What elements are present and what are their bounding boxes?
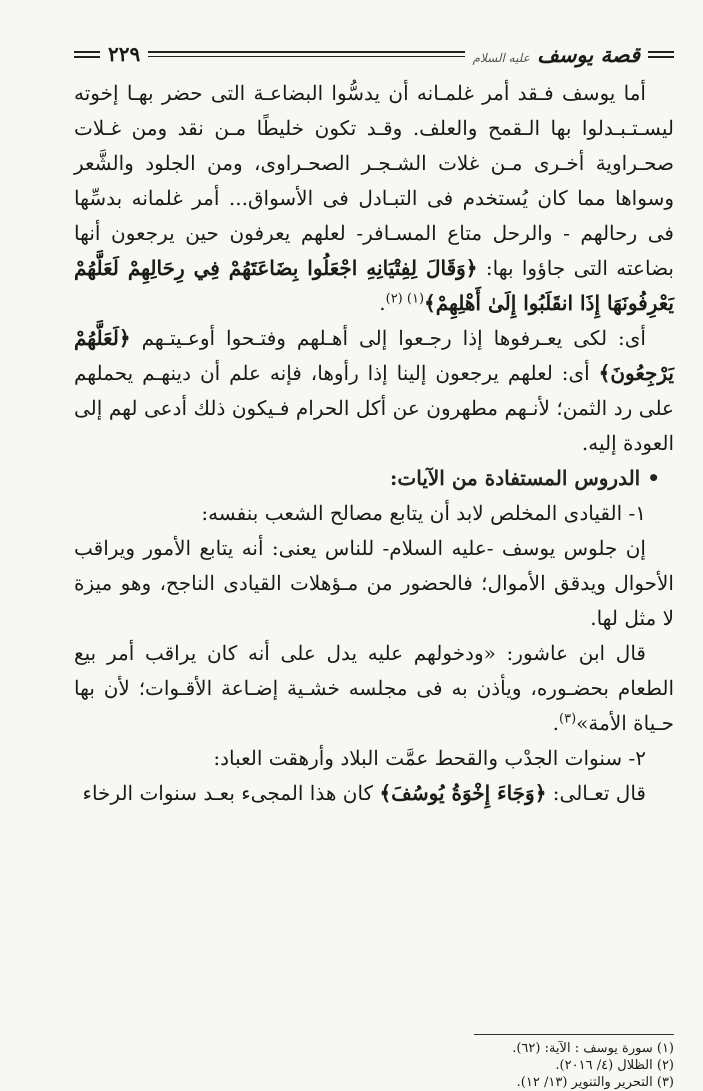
paragraph-2-text-a: أى: لكى يعـرفوها إذا رجـعوا إلى أهـلهم وفتـحوا أوعـيتـهم	[141, 326, 646, 350]
paragraph-1: أما يوسف فـقد أمر غلمـانه أن يدسُّوا البضاعـة التى حضر بهـا إخوته ليسـتـبـدلوا بها الـقمح والعلف. وقـد تكون خليطًا مـن نقد ومن غـلات صحـراوية أخـرى مـن غلات الشـجـر الصحـراوى، ومن الجلود والشَّعر وسواها مما كان يُستخدم فى التبـادل فى الأسواق... أمر غلمانه بدسِّها فى رحالهم - والرحل متاع المسـافر- لعلهم يعرفون حين يرجعون أنها بضاعته التى جاؤوا بها: ﴿وَقَالَ لِفِتْيَانِهِ اجْعَلُوا بِضَاعَتَهُمْ فِي رِحَالِهِمْ لَعَلَّهُمْ يَعْرِفُونَهَا إِذَا انقَلَبُوا إِلَىٰ أَهْلِهِمْ﴾$^{(١) (٢)}$.	[74, 81, 674, 315]
paragraph-2-text-b: أى: لعلهم يرجعون إلينا إذا رأوها، فإنه علم أن دينهـم يحملهم على رد الثمن؛ لأنـهم مطهرون عن أكل الحرام فـيكون ذلك أدعى لهم إلى العودة إليه.	[74, 361, 674, 455]
lesson-2-title: ٢- سنوات الجدْب والقحط عمَّت البلاد وأرهقت العباد:	[213, 746, 646, 770]
paragraph-4: قال ابن عاشور: «ودخولهم عليه يدل على أنه كان يراقب أمر بيع الطعام بحضـوره، ويأذن به فى مجلسه خشـية إضـاعة الأقـوات؛ لأن بها حـياة الأمة»$^{(٣)}$.	[74, 641, 674, 735]
paragraph-5	[74, 776, 674, 811]
page-number: ٢٢٩	[108, 42, 141, 66]
paragraph-3: إن جلوس يوسف -عليه السلام- للناس يعنى: أنه يتابع الأمور ويراقب الأحوال ويدقق الأموال؛ فالحضور من مـؤهلات القيادى الناجح، وهو ميزة لا مثل لها.	[74, 536, 674, 630]
paragraph-1-text: أما يوسف فـقد أمر غلمـانه أن يدسُّوا البضاعـة التى حضر بهـا إخوته ليسـتـبـدلوا بها الـقمح والعلف. وقـد تكون خليطًا مـن نقد ومن غـلات صحـراوية أخـرى مـن غلات الشـجـر الصحـراوى، ومن الجلود والشَّعر وسواها مما كان يُستخدم فى التبـادل فى الأسواق... أمر غلمانه بدسِّها فى رحالهم - والرحل متاع المسـافر- لعلهم يعرفون حين يرجعون أنها بضاعته التى جاؤوا بها:	[74, 81, 674, 280]
paragraph-5-text-a: قال تعـالى:	[552, 781, 646, 805]
section-heading: • الدروس المستفادة من الآيات:	[390, 466, 660, 490]
paragraph-5-text-b: كان هذا المجىء بعـد سنوات الرخاء	[82, 781, 374, 805]
footnote-1: (١) سورة يوسف : الآية: (٦٢).	[512, 1041, 674, 1056]
quran-verse-3: ﴿وَجَاءَ إِخْوَةُ يُوسُفَ﴾	[379, 781, 547, 805]
footnote-3: (٣) التحرير والتنوير (١٣/ ١٢).	[516, 1075, 674, 1090]
quran-verse-1: ﴿وَقَالَ لِفِتْيَانِهِ اجْعَلُوا بِضَاعَتَهُمْ فِي رِحَالِهِمْ لَعَلَّهُمْ يَعْرِفُونَهَا إِذَا انقَلَبُوا إِلَىٰ أَهْلِهِمْ﴾	[74, 256, 674, 315]
footnote-ref-1-2: (١) (٢)	[385, 291, 425, 307]
running-title	[473, 42, 640, 67]
honorific: عليه السلام	[472, 50, 530, 65]
paragraph-4-text: قال ابن عاشور: «ودخولهم عليه يدل على أنه كان يراقب أمر بيع الطعام بحضـوره، ويأذن به فى مجلسه خشـية إضـاعة الأقـوات؛ لأن بها حـياة الأمة»	[74, 641, 674, 735]
body-text	[74, 76, 674, 811]
page-header	[74, 36, 674, 72]
header-rule	[148, 51, 464, 57]
paragraph-2	[74, 321, 674, 461]
footnote-ref-3: (٣)	[559, 711, 577, 727]
quran-verse-2: ﴿لَعَلَّهُمْ يَرْجِعُونَ﴾	[74, 326, 674, 385]
footnote-rule	[474, 1034, 674, 1035]
running-title-text: قصة يوسف	[537, 41, 640, 67]
footnote-2: (٢) الظلال (٤/ ٢٠١٦).	[555, 1058, 674, 1073]
header-dash-left	[74, 51, 100, 58]
header-dash-right	[648, 51, 674, 58]
lesson-1-title: ١- القيادى المخلص لابد أن يتابع مصالح الشعب بنفسه:	[201, 501, 646, 525]
footnotes	[74, 1040, 674, 1091]
